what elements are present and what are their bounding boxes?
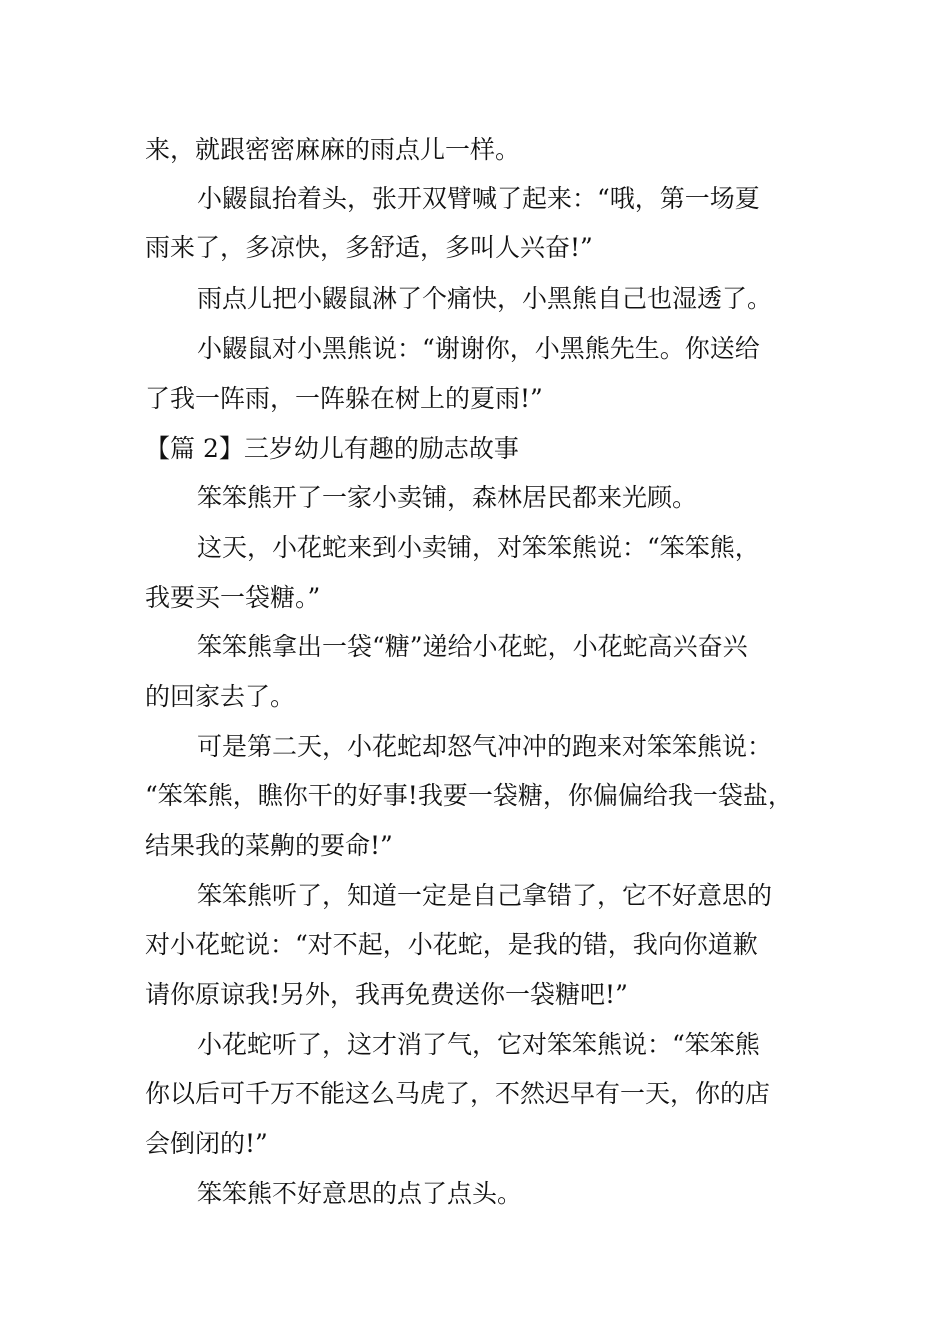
paragraph-line: 雨来了，多凉快，多舒适，多叫人兴奋!” [145,233,593,262]
paragraph-line: 笨笨熊拿出一袋“糖”递给小花蛇，小花蛇高兴奋兴 [197,632,748,661]
paragraph-line: 了我一阵雨，一阵躲在树上的夏雨!” [145,384,543,413]
paragraph-line: 笨笨熊开了一家小卖铺，森林居民都来光顾。 [197,483,698,512]
paragraph-line: 来，就跟密密麻麻的雨点儿一样。 [145,135,521,164]
paragraph-line: 结果我的菜齁的要命!” [145,831,393,860]
paragraph-line: 可是第二天，小花蛇却怒气冲冲的跑来对笨笨熊说： [197,732,773,761]
paragraph-line: 这天，小花蛇来到小卖铺，对笨笨熊说：“笨笨熊， [197,533,760,562]
paragraph-line: 雨点儿把小鼹鼠淋了个痛快，小黑熊自己也湿透了。 [197,284,773,313]
paragraph-line: 小鼹鼠抬着头，张开双臂喊了起来：“哦，第一场夏 [197,184,760,213]
paragraph-line: 我要买一袋糖。” [145,583,321,612]
paragraph-line: “笨笨熊，瞧你干的好事!我要一袋糖，你偏偏给我一袋盐， [145,781,793,810]
paragraph-line: 笨笨熊不好意思的点了点头。 [197,1179,523,1208]
paragraph-line: 的回家去了。 [145,682,296,711]
paragraph-line: 小花蛇听了，这才消了气，它对笨笨熊说：“笨笨熊 [197,1030,760,1059]
paragraph-line: 你以后可千万不能这么马虎了，不然迟早有一天，你的店 [145,1079,771,1108]
paragraph-line: 小鼹鼠对小黑熊说：“谢谢你，小黑熊先生。你送给 [197,334,760,363]
paragraph-line: 会倒闭的!” [145,1129,268,1158]
paragraph-line: 请你原谅我!另外，我再免费送你一袋糖吧!” [145,980,628,1009]
paragraph-line: 笨笨熊听了，知道一定是自己拿错了，它不好意思的 [197,881,773,910]
section-heading: 【篇 2】三岁幼儿有趣的励志故事 [145,434,519,463]
paragraph-line: 对小花蛇说：“对不起，小花蛇，是我的错，我向你道歉 [145,930,758,959]
